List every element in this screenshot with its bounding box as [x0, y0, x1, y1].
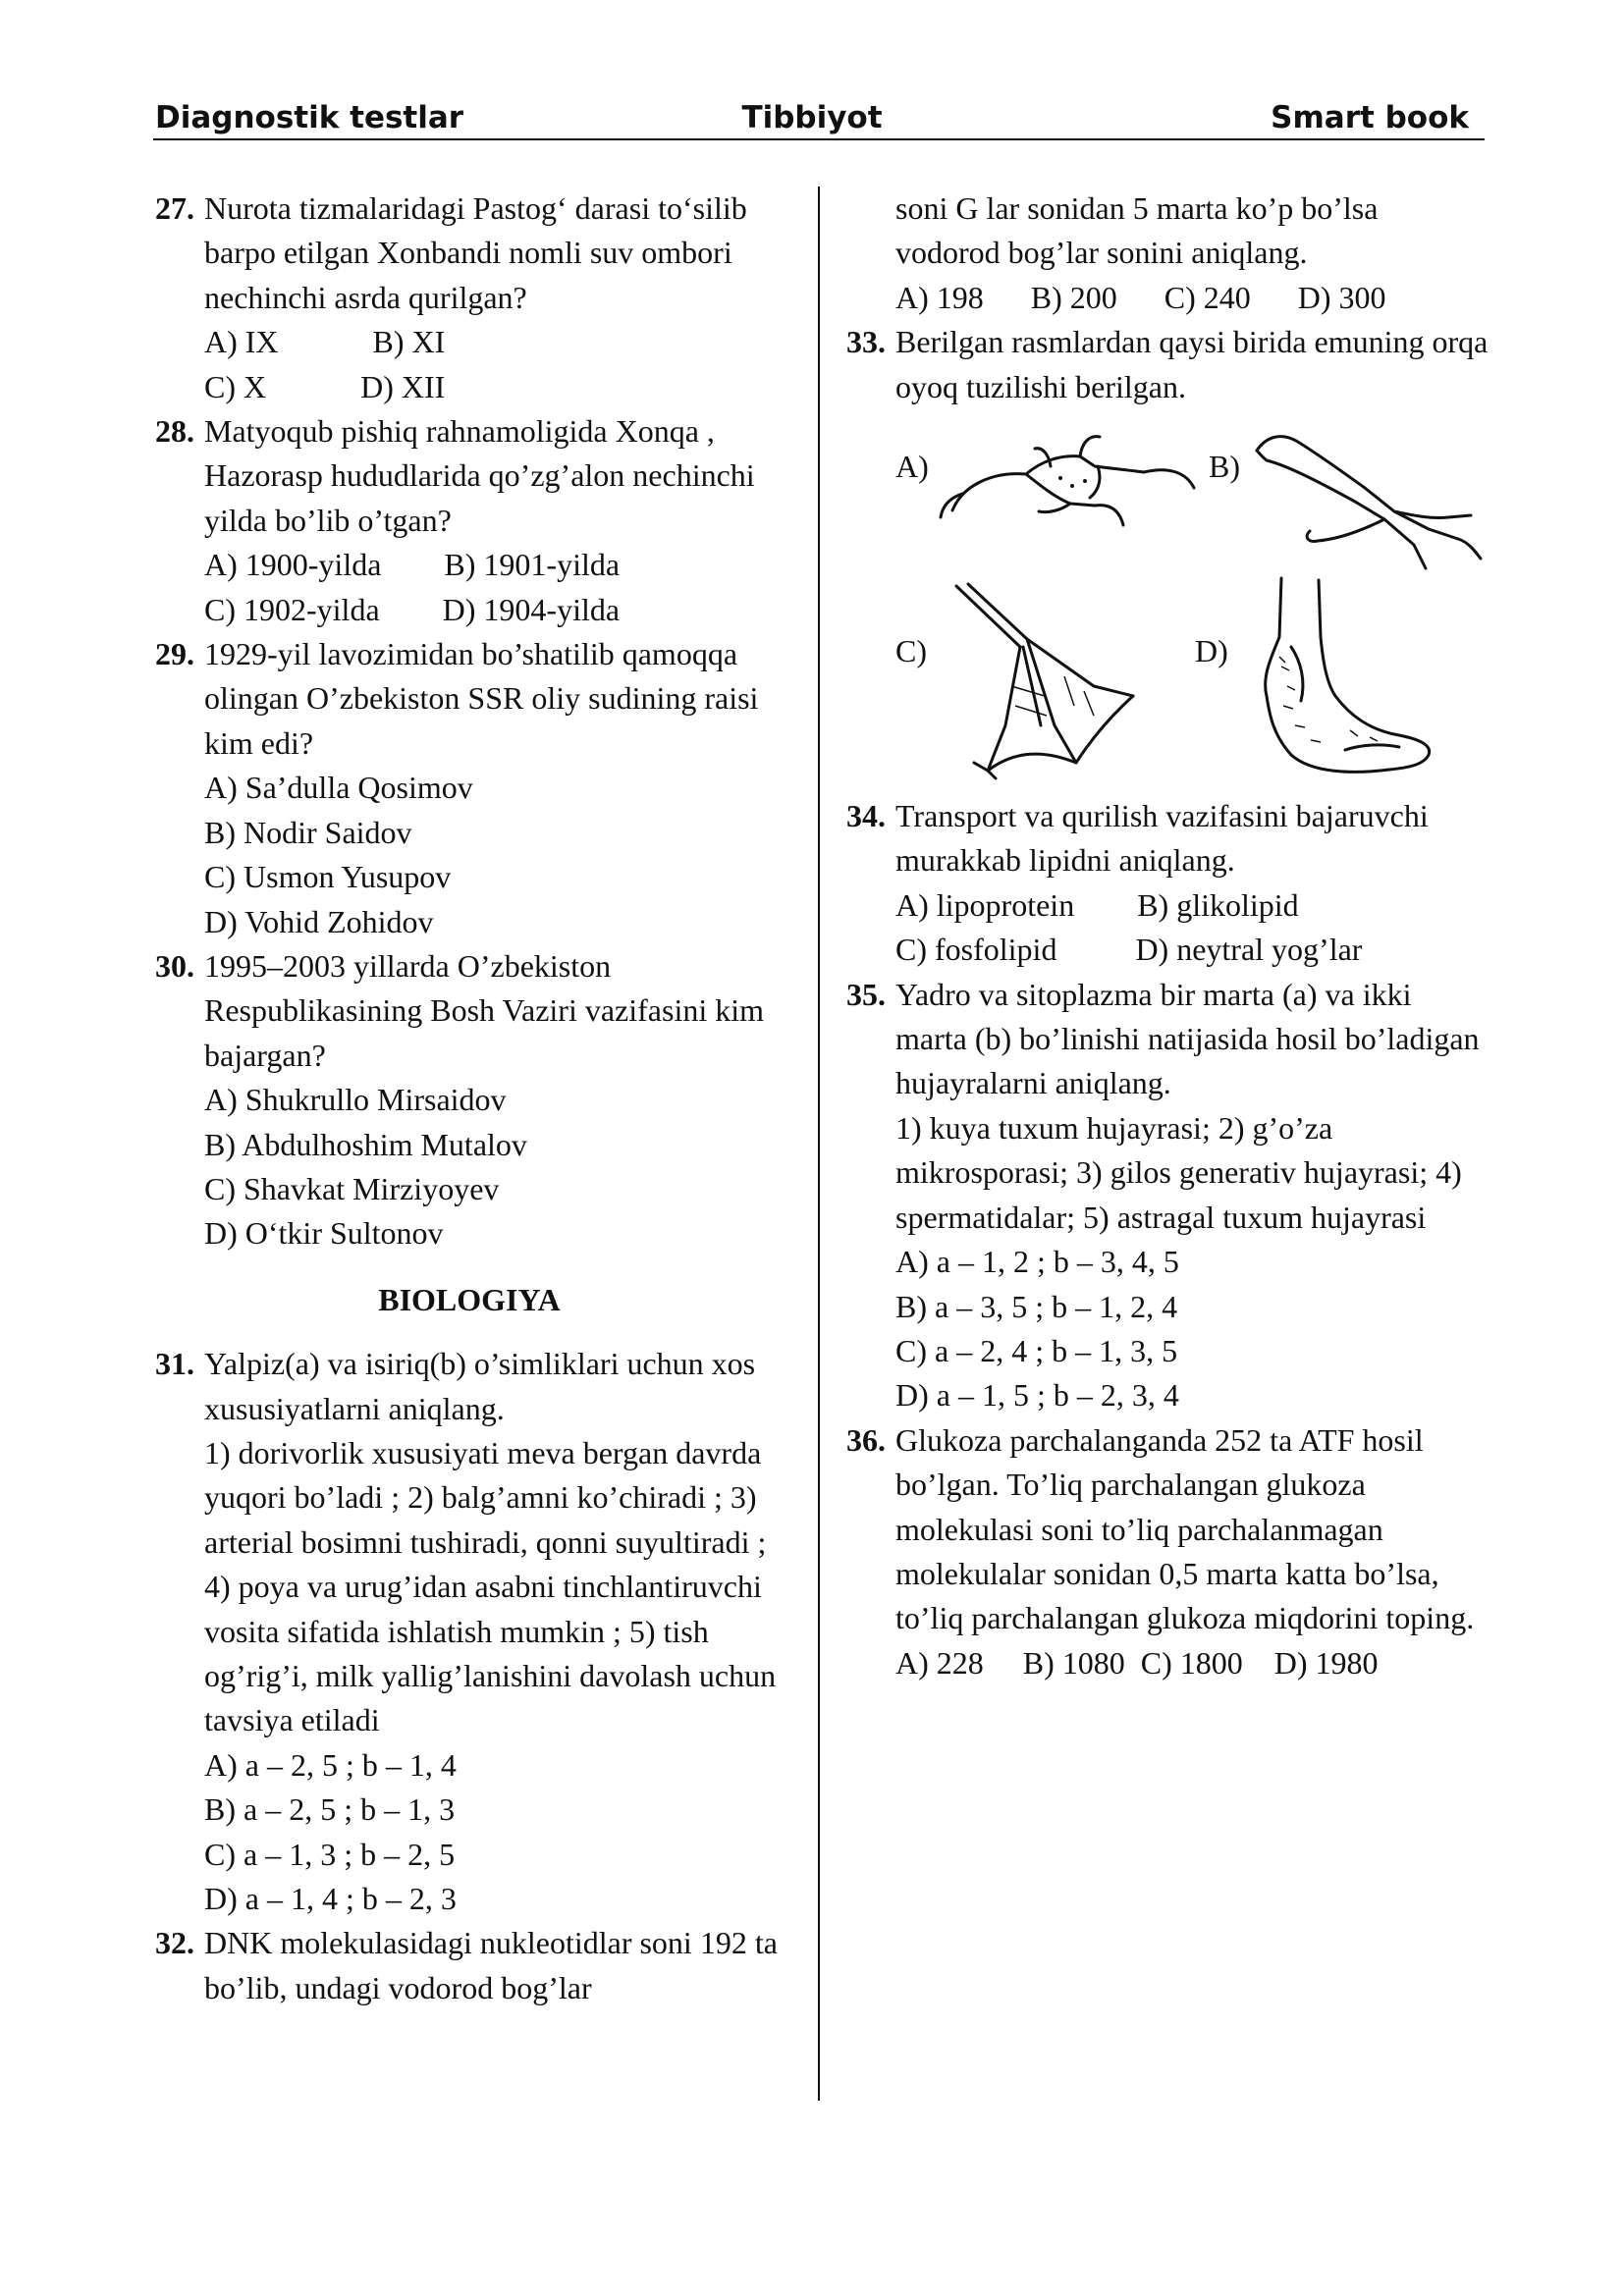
question-number: 29. [155, 636, 194, 672]
question-35 [846, 973, 1489, 1418]
question-text: Matyoqub pishiq rahnamoligida Xonqa , Hazorasp hududlarida qo’zg’alon nechinchi yilda bo’lib o’tgan? [204, 413, 755, 538]
option-b: B) a – 2, 5 ; b – 1, 3 [204, 1791, 456, 1828]
question-text: Yalpiz(a) va isiriq(b) o’simliklari uchun xos xususiyatlarni aniqlang. [204, 1346, 756, 1426]
option-b: B) a – 3, 5 ; b – 1, 2, 4 [895, 1288, 1178, 1324]
option-line: C) 1902-yilda D) 1904-yilda [204, 591, 621, 627]
option-c: C) Usmon Yusupov [204, 859, 452, 895]
question-29 [155, 632, 784, 944]
question-28 [155, 409, 784, 632]
section-title: BIOLOGIYA [378, 1281, 561, 1317]
bird-foot-b-icon [1247, 421, 1488, 578]
option-line: A) IX B) XI [204, 324, 446, 360]
question-32 [155, 1921, 784, 2010]
option-line: A) 198 B) 200 C) 240 D) 300 [895, 279, 1386, 315]
question-number: 36. [846, 1421, 886, 1458]
header-left-title: Diagnostik testlar [155, 100, 464, 135]
question-text: 1995–2003 yillarda O’zbekiston Respublikasining Bosh Vaziri vazifasini kim bajargan? [204, 947, 765, 1073]
option-line: A) lipoprotein B) glikolipid [895, 886, 1299, 923]
question-text: Transport va qurilish vazifasini bajaruvchi murakkab lipidni aniqlang. [895, 798, 1429, 879]
question-text: Berilgan rasmlardan qaysi birida emuning orqa oyoq tuzilishi berilgan. [895, 324, 1489, 404]
option-a: A) Shukrullo Mirsaidov [204, 1082, 507, 1118]
option-line: A) 1900-yilda B) 1901-yilda [204, 547, 621, 583]
question-33 [846, 320, 1489, 409]
option-a: A) a – 2, 5 ; b – 1, 4 [204, 1746, 457, 1783]
question-text: soni G lar sonidan 5 marta ko’p bo’lsa vodorod bog’lar sonini aniqlang. [895, 190, 1379, 271]
header-right-title: Smart book [1271, 100, 1469, 135]
option-d: D) a – 1, 4 ; b – 2, 3 [204, 1881, 457, 1917]
question-32-continued [846, 187, 1489, 320]
question-body: 1) dorivorlik xususiyati meva bergan davrda yuqori bo’ladi ; 2) balg’amni ko’chiradi ; 3) arterial bosimni tushiradi, qonni suyultiradi ; 4) poya va urug’idan asabni tinchlantiruvchi vosita sifatida ishlatish mumkin ; 5) tish og’rig’i, milk yallig’lanishini davolash uchun tavsiya etiladi [204, 1434, 777, 1738]
option-b: B) Abdulhoshim Mutalov [204, 1126, 527, 1162]
question-27 [155, 187, 784, 409]
option-b: B) Nodir Saidov [204, 814, 412, 850]
figure-label-c: C) [895, 633, 927, 669]
right-column [846, 187, 1489, 1685]
figure-label-a: A) [895, 449, 929, 485]
question-text: DNK molekulasidagi nukleotidlar soni 192 ta bo’lib, undagi vodorod bog’lar [204, 1925, 778, 2005]
option-c: C) Shavkat Mirziyoyev [204, 1170, 500, 1206]
hoof-foot-d-icon [1252, 568, 1438, 784]
figure-label-d: D) [1195, 633, 1228, 669]
option-line: C) fosfolipid D) neytral yog’lar [895, 932, 1363, 968]
option-a: A) Sa’dulla Qosimov [204, 770, 473, 806]
question-text: Nurota tizmalaridagi Pastog‘ darasi to‘silib barpo etilgan Xonbandi nomli suv ombori nechinchi asrda qurilgan? [204, 190, 747, 315]
header-center-title: Tibbiyot [741, 100, 883, 135]
question-34 [846, 794, 1489, 973]
option-d: D) O‘tkir Sultonov [204, 1215, 444, 1252]
option-d: D) a – 1, 5 ; b – 2, 3, 4 [895, 1377, 1179, 1414]
webbed-foot-c-icon [947, 578, 1143, 784]
question-text: Yadro va sitoplazma bir marta (a) va ikki marta (b) bo’linishi natijasida hosil bo’ladigan hujayralarni aniqlang. [895, 976, 1480, 1101]
question-30 [155, 944, 784, 1256]
figure-grid [846, 421, 1489, 788]
option-c: C) a – 2, 4 ; b – 1, 3, 5 [895, 1332, 1178, 1368]
option-line: A) 228 B) 1080 C) 1800 D) 1980 [895, 1644, 1379, 1681]
question-number: 31. [155, 1346, 194, 1382]
option-c: C) a – 1, 3 ; b – 2, 5 [204, 1836, 456, 1872]
question-number: 34. [846, 798, 886, 834]
question-number: 30. [155, 947, 194, 984]
question-number: 33. [846, 324, 886, 360]
question-number: 32. [155, 1925, 194, 1961]
option-d: D) Vohid Zohidov [204, 903, 434, 939]
question-number: 28. [155, 413, 194, 450]
figure-label-b: B) [1209, 449, 1240, 485]
question-body: 1) kuya tuxum hujayrasi; 2) g’o’za mikrosporasi; 3) gilos generativ hujayrasi; 4) spermatidalar; 5) astragal tuxum hujayrasi [895, 1109, 1462, 1235]
question-text: 1929-yil lavozimidan bo’shatilib qamoqqa olingan O’zbekiston SSR oliy sudining raisi kim edi? [204, 636, 759, 761]
question-number: 35. [846, 976, 886, 1012]
left-column [155, 187, 784, 2010]
question-36 [846, 1418, 1489, 1685]
question-31 [155, 1342, 784, 1921]
question-number: 27. [155, 190, 194, 226]
question-text: Glukoza parchalanganda 252 ta ATF hosil bo’lgan. To’liq parchalangan glukoza molekulasi soni to’liq parchalanmagan molekulalar sonidan 0,5 marta katta bo’lsa, to’liq parchalangan glukoza miqdorini toping. [895, 1421, 1475, 1636]
bird-claw-a-icon [933, 427, 1203, 535]
option-line: C) X D) XII [204, 368, 446, 404]
header-rule [153, 138, 1485, 140]
column-divider [818, 187, 820, 2101]
option-a: A) a – 1, 2 ; b – 3, 4, 5 [895, 1244, 1179, 1280]
